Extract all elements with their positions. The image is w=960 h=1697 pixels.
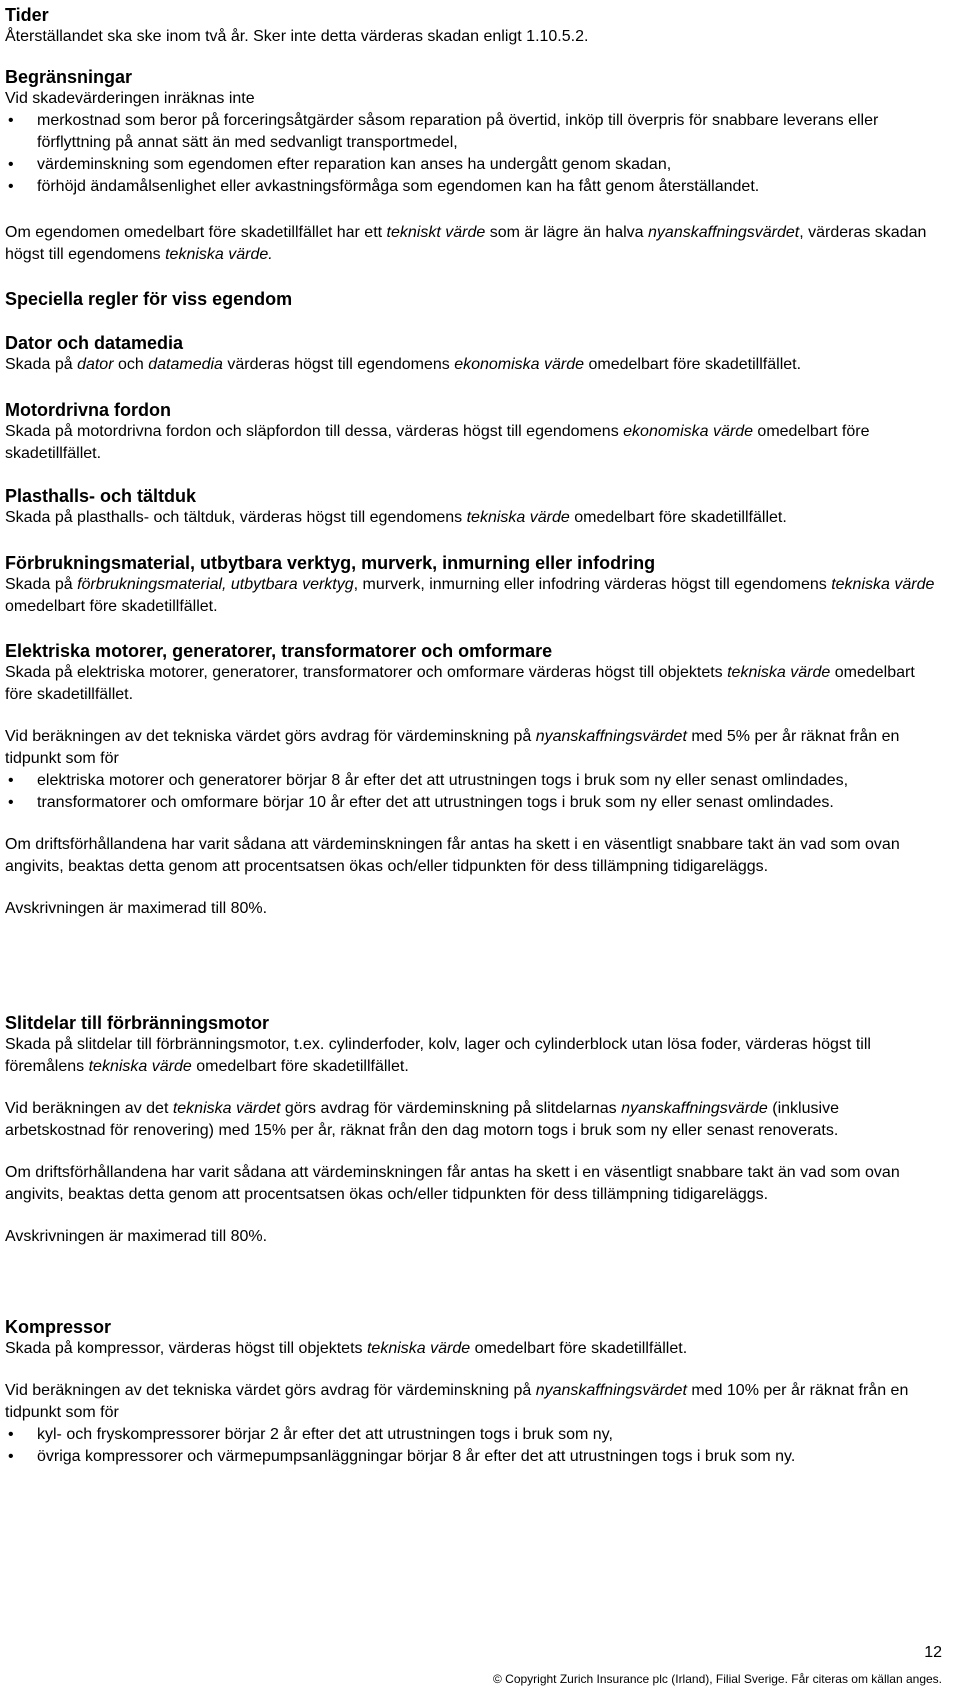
text: Skada på elektriska motorer, generatorer, transformatorer och omformare värderas högst till objektets <box>5 664 728 681</box>
text: Skada på <box>5 356 78 373</box>
text: omedelbart före skadetillfället. <box>5 423 870 462</box>
subsection-heading-kompressor: Kompressor <box>5 1317 112 1337</box>
section-dator <box>5 332 935 376</box>
text: Skada på plasthalls- och tältduk, värderas högst till egendomens <box>5 509 467 526</box>
subsection-heading-fordon: Motordrivna fordon <box>5 400 171 420</box>
italic-term: ekonomiska värde <box>623 423 753 440</box>
italic-term: tekniska värde <box>88 1058 192 1075</box>
list-item: • värdeminskning som egendomen efter reparation kan anses ha undergått genom skadan, <box>5 154 935 176</box>
section-heading-begransningar: Begränsningar <box>5 67 133 87</box>
fordon-text <box>5 421 935 465</box>
list-item: • övriga kompressorer och värmepumpsanläggningar börjar 8 år efter det att utrustningen togs i bruk som ny. <box>5 1446 935 1468</box>
text: omedelbart före skadetillfället. <box>191 1058 409 1075</box>
subsection-heading-slitdelar: Slitdelar till förbränningsmotor <box>5 1013 270 1033</box>
section-heading-speciella: Speciella regler för viss egendom <box>5 289 293 309</box>
page-number: 12 <box>924 1644 942 1661</box>
italic-term: tekniskt värde <box>386 224 486 241</box>
section-heading-tider: Tider <box>5 5 49 25</box>
copyright-notice: © Copyright Zurich Insurance plc (Irland), Filial Sverige. Får citeras om källan anges. <box>492 1672 942 1686</box>
plast-text <box>5 507 935 529</box>
text: , värderas skadan högst till egendomens <box>5 224 927 263</box>
text: Vid beräkningen av det <box>5 1100 173 1117</box>
italic-term: tekniska värde <box>727 664 831 681</box>
section-plast <box>5 485 935 529</box>
text: omedelbart före skadetillfället. <box>5 598 218 615</box>
italic-term: tekniska värde <box>366 1340 471 1357</box>
elmotor-text <box>5 662 935 706</box>
text: värderas högst till egendomens <box>222 356 455 373</box>
italic-term: tekniska värde <box>466 509 570 526</box>
list-item: • merkostnad som beror på forceringsåtgärder såsom reparation på övertid, inköp till överpris för snabbare leverans eller förflyttning på annat sätt än med sedvanligt transportmedel, <box>5 110 935 154</box>
kompressor-list <box>5 1424 935 1468</box>
subsection-heading-forbrukning: Förbrukningsmaterial, utbytbara verktyg, murverk, inmurning eller infodring <box>5 553 656 573</box>
section-elmotor <box>5 640 935 920</box>
elmotor-drift: Om driftsförhållandena har varit sådana att värdeminskningen får antas ha skett i en väsentligt snabbare takt än vad som ovan angivits, beaktas detta genom att procentsatsen ökas och/eller tidpunkten för dess tillämpning tidigareläggs. <box>5 836 900 875</box>
italic-term: tekniska värde <box>831 576 935 593</box>
text: Om egendomen omedelbart före skadetillfället har ett <box>5 224 387 241</box>
slitdelar-text <box>5 1034 935 1078</box>
italic-term: datamedia <box>148 356 223 373</box>
text: Skada på kompressor, värderas högst till objektets <box>5 1340 367 1357</box>
kompressor-calc <box>5 1380 935 1424</box>
text: Skada på slitdelar till förbränningsmotor, t.ex. cylinderfoder, kolv, lager och cylinderblock utan lösa foder, värderas högst till föremålens <box>5 1036 871 1075</box>
slitdelar-avskrivning: Avskrivningen är maximerad till 80%. <box>5 1228 268 1245</box>
text: omedelbart före skadetillfället. <box>5 664 915 703</box>
elmotor-list <box>5 770 935 814</box>
italic-term: nyanskaffningsvärdet <box>648 224 800 241</box>
italic-term: nyanskaffningsvärde <box>621 1100 768 1117</box>
italic-term: förbrukningsmaterial, utbytbara verktyg <box>77 576 354 593</box>
list-item: • elektriska motorer och generatorer börjar 8 år efter det att utrustningen togs i bruk som ny eller senast omlindades, <box>5 770 935 792</box>
text: (inklusive arbetskostnad för renovering) med 15% per år, räknat från den dag motorn togs i bruk som ny eller senast renoverats. <box>5 1100 839 1139</box>
subsection-heading-plast: Plasthalls- och tältduk <box>5 486 197 506</box>
kompressor-text <box>5 1338 935 1360</box>
tekniskt-varde-paragraph <box>5 222 935 266</box>
text: omedelbart före skadetillfället. <box>584 356 802 373</box>
dator-text <box>5 354 935 376</box>
begransningar-intro: Vid skadevärderingen inräknas inte <box>5 90 255 107</box>
text: Skada på motordrivna fordon och släpfordon till dessa, värderas högst till egendomens <box>5 423 624 440</box>
section-begransningar <box>5 66 935 198</box>
text: görs avdrag för värdeminskning på slitdelarnas <box>280 1100 622 1117</box>
italic-term: tekniska värde. <box>165 246 273 263</box>
text: , murverk, inmurning eller infodring värderas högst till egendomens <box>353 576 832 593</box>
section-fordon <box>5 399 935 465</box>
slitdelar-drift: Om driftsförhållandena har varit sådana att värdeminskningen får antas ha skett i en väsentligt snabbare takt än vad som ovan angivits, beaktas detta genom att procentsatsen ökas och/eller tidpunkten för dess tillämpning tidigareläggs. <box>5 1164 900 1203</box>
text: Skada på <box>5 576 78 593</box>
subsection-heading-dator: Dator och datamedia <box>5 333 184 353</box>
text: omedelbart före skadetillfället. <box>569 509 787 526</box>
text: Vid beräkningen av det tekniska värdet görs avdrag för värdeminskning på <box>5 728 536 745</box>
italic-term: tekniska värdet <box>172 1100 281 1117</box>
elmotor-calc <box>5 726 935 770</box>
elmotor-avskrivning: Avskrivningen är maximerad till 80%. <box>5 900 268 917</box>
list-item: • transformatorer och omformare börjar 10 år efter det att utrustningen togs i bruk som ny eller senast omlindades. <box>5 792 935 814</box>
text: Vid beräkningen av det tekniska värdet görs avdrag för värdeminskning på <box>5 1382 536 1399</box>
tider-text: Återställandet ska ske inom två år. Sker inte detta värderas skadan enligt 1.10.5.2. <box>5 28 589 45</box>
italic-term: nyanskaffningsvärdet <box>535 728 687 745</box>
section-tider <box>5 4 588 48</box>
text: som är lägre än halva <box>485 224 649 241</box>
section-forbrukning <box>5 552 935 618</box>
text: med 10% per år räknat från en tidpunkt som för <box>5 1382 909 1421</box>
section-slitdelar <box>5 1012 935 1248</box>
list-item: • förhöjd ändamålsenlighet eller avkastningsförmåga som egendomen kan ha fått genom återställandet. <box>5 176 935 198</box>
italic-term: nyanskaffningsvärdet <box>535 1382 687 1399</box>
slitdelar-calc <box>5 1098 935 1142</box>
subsection-heading-elmotor: Elektriska motorer, generatorer, transformatorer och omformare <box>5 641 553 661</box>
text: med 5% per år räknat från en tidpunkt som för <box>5 728 900 767</box>
italic-term: dator <box>77 356 114 373</box>
section-kompressor <box>5 1316 935 1468</box>
list-item: • kyl- och fryskompressorer börjar 2 år efter det att utrustningen togs i bruk som ny, <box>5 1424 935 1446</box>
forbrukning-text <box>5 574 935 618</box>
italic-term: ekonomiska värde <box>454 356 585 373</box>
text: omedelbart före skadetillfället. <box>470 1340 688 1357</box>
begransningar-list <box>5 110 935 198</box>
text: och <box>113 356 149 373</box>
